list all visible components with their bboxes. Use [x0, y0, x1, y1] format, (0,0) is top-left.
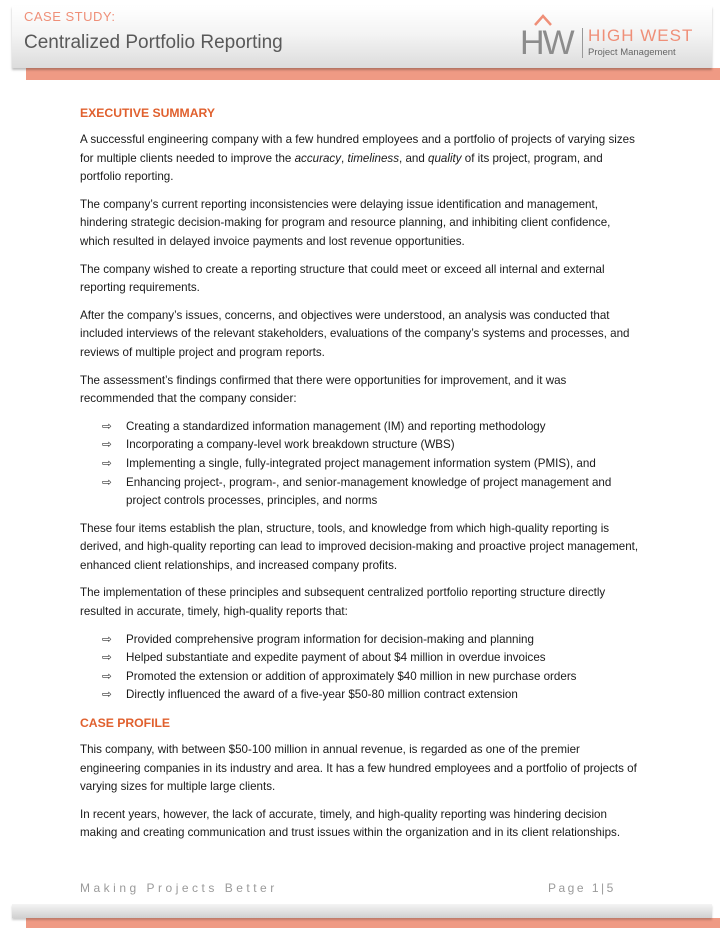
list-item [102, 631, 640, 650]
list-item [102, 455, 640, 474]
arrow-bullet-icon: ⇨ [102, 438, 112, 452]
p1-timeliness: timeliness [347, 151, 400, 165]
list-item [102, 474, 640, 511]
list-item-text: Promoted the extension or addition of approximately $40 million in new purchase orders [126, 669, 577, 683]
summary-paragraph-6: These four items establish the plan, structure, tools, and knowledge from which high-quality reporting is derived, and high-quality reporting can lead to improved decision-making and proactive project management, enhanced client relationships, and increased company profits. [80, 521, 639, 572]
results-list [80, 631, 640, 705]
arrow-bullet-icon: ⇨ [102, 419, 112, 433]
list-item [102, 686, 640, 705]
footer-accent-band [26, 918, 720, 928]
list-item-text: Creating a standardized information management (IM) and reporting methodology [126, 419, 546, 433]
summary-paragraph-1 [80, 131, 640, 187]
logo-brand-name: HIGH WEST [588, 26, 694, 45]
list-item [102, 436, 640, 455]
document-title: Centralized Portfolio Reporting [24, 32, 283, 53]
list-item [102, 418, 640, 437]
arrow-bullet-icon: ⇨ [102, 669, 112, 683]
logo-tagline: Project Management [588, 47, 676, 58]
case-study-label: CASE STUDY: [24, 9, 116, 24]
company-logo [520, 14, 700, 64]
executive-summary-heading: EXECUTIVE SUMMARY [80, 106, 215, 120]
p1-text-a: A successful engineering company with a few hundred employees and a portfolio of projects of varying sizes for multiple clients needed to improve the [80, 133, 635, 165]
page-number: Page 1|5 [548, 881, 616, 895]
logo-divider [582, 28, 583, 58]
arrow-bullet-icon: ⇨ [102, 456, 112, 470]
header-accent-band [26, 68, 720, 80]
list-item [102, 649, 640, 668]
arrow-bullet-icon: ⇨ [102, 632, 112, 646]
list-item-text: Helped substantiate and expedite payment of about $4 million in overdue invoices [126, 651, 546, 665]
list-item-text: Incorporating a company-level work breakdown structure (WBS) [126, 438, 455, 452]
arrow-bullet-icon: ⇨ [102, 688, 112, 702]
summary-paragraph-2: The company’s current reporting inconsistencies were delaying issue identification and management, hindering strategic decision-making for program and resource planning, and inhibiting client confidence, which resulted in delayed invoice payments and lost revenue opportunities. [80, 197, 611, 248]
arrow-bullet-icon: ⇨ [102, 475, 112, 489]
summary-paragraph-7: The implementation of these principles and subsequent centralized portfolio reporting structure directly resulted in accurate, timely, high-quality reports that: [80, 586, 606, 619]
p1-accuracy: accuracy [294, 151, 342, 165]
summary-paragraph-3: The company wished to create a reporting structure that could meet or exceed all internal and external reporting requirements. [80, 262, 605, 295]
list-item-text: Enhancing project-, program-, and senior-management knowledge of project management and project controls processes, principles, and norms [126, 475, 612, 508]
p1-sep-1: , [341, 151, 348, 165]
summary-paragraph-5: The assessment’s findings confirmed that there were opportunities for improvement, and it was recommended that the company consider: [80, 373, 567, 406]
list-item [102, 668, 640, 687]
footer-gray-band [12, 904, 712, 918]
p1-quality: quality [428, 151, 462, 165]
p1-text-b: of its project, program, and portfolio reporting. [80, 151, 603, 184]
summary-paragraph-4: After the company’s issues, concerns, and objectives were understood, an analysis was conducted that included interviews of the relevant stakeholders, evaluations of the company’s systems and processes, and reviews of multiple project and program reports. [80, 308, 630, 359]
case-profile-heading: CASE PROFILE [80, 716, 171, 731]
footer-tagline: Making Projects Better [80, 881, 278, 895]
logo-mark: HW [520, 24, 573, 62]
list-item-text: Provided comprehensive program information for decision-making and planning [126, 632, 534, 646]
profile-paragraph-2: In recent years, however, the lack of accurate, timely, and high-quality reporting was hindering decision making and creating communication and trust issues within the organization and in its client relationships. [80, 807, 621, 840]
p1-sep-2: , and [399, 151, 429, 165]
page-header [0, 0, 720, 88]
document-body [80, 104, 640, 852]
arrow-bullet-icon: ⇨ [102, 651, 112, 665]
profile-paragraph-1: This company, with between $50-100 million in annual revenue, is regarded as one of the premier engineering companies in its industry and area. It has a few hundred employees and a portfolio of projects of varying sizes for multiple large clients. [80, 743, 637, 794]
recommendations-list [80, 418, 640, 511]
list-item-text: Implementing a single, fully-integrated project management information system (PMIS), and [126, 456, 596, 470]
list-item-text: Directly influenced the award of a five-year $50-80 million contract extension [126, 688, 518, 702]
